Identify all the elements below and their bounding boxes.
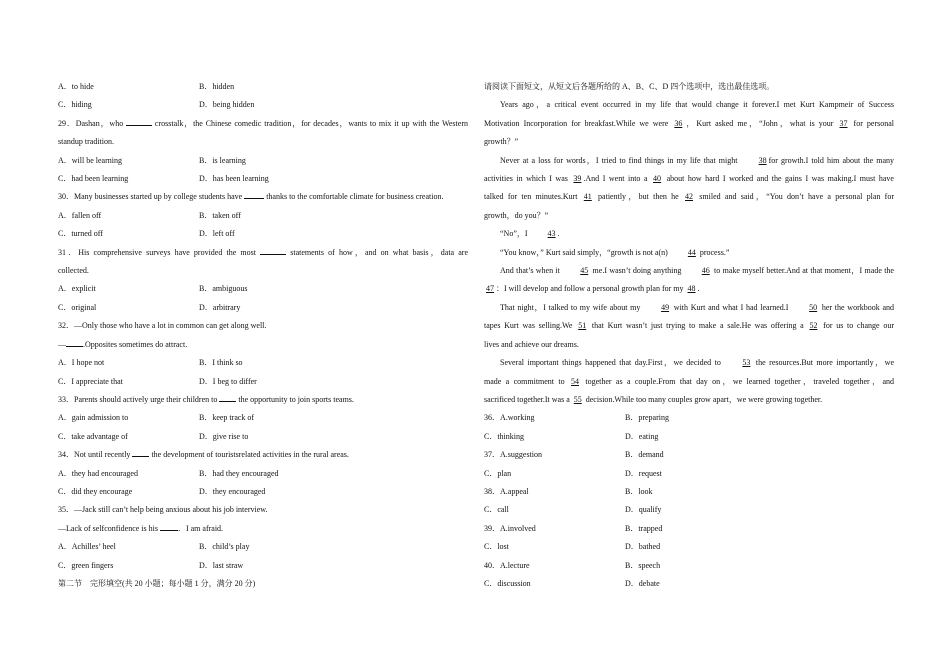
option: C．plan (484, 468, 512, 478)
passage-line: lives and achieve our dreams. (484, 339, 579, 349)
passage-line: And that’s when it 45 me.I wasn’t doing anything 46 to make myself better.And at that moment，I made the (484, 262, 894, 280)
passage-line: Motivation Incorporation for breakfast.While we were 36 ，Kurt asked me，“John，what is your 37 for personal (484, 115, 894, 133)
q35-options-row2 (58, 557, 468, 575)
passage-line: made a commitment to 54 together as a couple.From that day on，we learned together，traveled together，and (484, 373, 894, 391)
blank-49: 49 (661, 302, 670, 312)
question-30: 30．Many businesses started up by college students have thanks to the comfortable climate for business creation. (58, 192, 444, 202)
option: D．left off (199, 229, 235, 239)
blank-55: 55 (573, 394, 582, 404)
blank-47: 47 (486, 284, 494, 294)
option: D．give rise to (199, 431, 249, 441)
option: B．preparing (625, 413, 669, 423)
q30-options-row1 (58, 207, 468, 225)
answer-blank (160, 522, 178, 531)
option-row (484, 557, 894, 575)
option: D．last straw (199, 560, 244, 570)
option: C．hiding (58, 100, 92, 110)
option: D．debate (625, 578, 660, 588)
blank-44: 44 (687, 247, 696, 257)
option: A．I hope not (58, 358, 105, 368)
blank-48: 48 (687, 284, 696, 294)
blank-39: 39 (573, 174, 582, 184)
q32-options-row2 (58, 373, 468, 391)
instructions: 请阅读下面短文，从短文后各题所给的 A、B、C、D 四个选项中，选出最佳选项。 (484, 82, 775, 91)
answer-blank (126, 117, 152, 126)
option: B．had they encouraged (199, 468, 279, 478)
q29-options-row1 (58, 152, 468, 170)
question-33: 33．Parents should actively urge their children to the opportunity to join sports teams. (58, 394, 354, 404)
option: A．fallen off (58, 210, 102, 220)
answer-blank (260, 246, 286, 255)
passage-line: tapes Kurt was selling.We 51 that Kurt wasn’t just trying to make a sale.He was offering a 52 for us to change our (484, 317, 894, 335)
blank-50: 50 (809, 302, 818, 312)
option: B．taken off (199, 210, 241, 220)
question-31-cont: collected. (58, 266, 89, 276)
option: C．I appreciate that (58, 376, 123, 386)
blank-41: 41 (583, 192, 592, 202)
option: 39．A.involved (484, 523, 536, 533)
right-column (484, 78, 894, 593)
blank-40: 40 (653, 174, 662, 184)
blank-54: 54 (570, 376, 579, 386)
question-35: 35．—Jack still can’t help being anxious about his job interview. (58, 505, 268, 515)
option: D．they encouraged (199, 486, 266, 496)
option: D．request (625, 468, 662, 478)
q29-options-row2 (58, 170, 468, 188)
option: C．had been learning (58, 174, 129, 184)
answer-blank (66, 338, 83, 347)
option: C．turned off (58, 229, 103, 239)
blank-36: 36 (674, 118, 683, 128)
option: A．gain admission to (58, 413, 129, 423)
passage-line: growth，do you？” (484, 210, 549, 220)
passage-line: “No”，I 43 . (484, 225, 894, 243)
option: B．is learning (199, 155, 246, 165)
q34-options-row1 (58, 465, 468, 483)
option: D．being hidden (199, 100, 255, 110)
option: B．demand (625, 450, 664, 460)
option-row (484, 446, 894, 464)
option: A．to hide (58, 82, 94, 91)
option: B．look (625, 486, 653, 496)
answer-blank (219, 393, 236, 402)
option: 38．A.appeal (484, 486, 529, 496)
option: D．qualify (625, 505, 662, 515)
option: D．I beg to differ (199, 376, 257, 386)
q31-options-row2 (58, 299, 468, 317)
option-row (484, 501, 894, 519)
option: A．Achilles’ heel (58, 542, 116, 552)
option: 36．A.working (484, 413, 535, 423)
option: C．discussion (484, 578, 531, 588)
answer-blank (132, 448, 149, 457)
left-column (58, 78, 468, 593)
question-35-reply: —Lack of selfconfidence is his ．I am afraid. (58, 523, 224, 533)
section-heading: 第二节 完形填空(共 20 小题；每小题 1 分，满分 20 分) (58, 578, 256, 588)
blank-37: 37 (839, 118, 848, 128)
blank-42: 42 (685, 192, 694, 202)
blank-46: 46 (701, 266, 710, 276)
q33-options-row1 (58, 409, 468, 427)
option: D．bathed (625, 542, 661, 552)
option-row (484, 575, 894, 593)
option: B．hidden (199, 82, 235, 91)
option: B．keep track of (199, 413, 255, 423)
option: B．ambiguous (199, 284, 248, 294)
q35-options-row1 (58, 538, 468, 556)
question-32-reply: — .Opposites sometimes do attract. (58, 339, 188, 349)
q32-options-row1 (58, 354, 468, 372)
option: B．speech (625, 560, 661, 570)
passage-line: talked for ten minutes.Kurt 41 patiently，but then he 42 smiled and said，“You don’t have a personal plan for (484, 188, 894, 206)
passage-line: “You know，” Kurt said simply，“growth is not a(n) 44 process.” (484, 244, 894, 262)
option: B．I think so (199, 358, 243, 368)
option: D．arbitrary (199, 302, 241, 312)
question-31: 31．His comprehensive surveys have provided the most statements of how，and on what basis，data are (58, 247, 468, 257)
q31-options-row1 (58, 280, 468, 298)
option-row (484, 520, 894, 538)
option: C．lost (484, 542, 509, 552)
option-row (484, 483, 894, 501)
blank-52: 52 (809, 321, 818, 331)
passage-line: Never at a loss for words，I tried to find things in my life that might 38 for growth.I told him about the many (484, 152, 894, 170)
option: C．call (484, 505, 509, 515)
option: C．take advantage of (58, 431, 128, 441)
passage-line: Several important things happened that day.First，we decided to 53 the resources.But more importantly，we (484, 354, 894, 372)
option: D．eating (625, 431, 659, 441)
option-row (484, 428, 894, 446)
option-row (484, 465, 894, 483)
q33-options-row2 (58, 428, 468, 446)
option-row (484, 409, 894, 427)
option: 40．A.lecture (484, 560, 530, 570)
option: A．explicit (58, 284, 96, 294)
option: B．child’s play (199, 542, 250, 552)
q30-options-row2 (58, 225, 468, 243)
option: C．thinking (484, 431, 525, 441)
q28-options-row2 (58, 96, 468, 114)
option: B．trapped (625, 523, 663, 533)
q28-options-row1 (58, 78, 468, 96)
option: D．has been learning (199, 174, 269, 184)
blank-51: 51 (578, 321, 587, 331)
question-32: 32．—Only those who have a lot in common can get along well. (58, 321, 267, 331)
option: C．original (58, 302, 97, 312)
passage-line: sacrificed together.It was a 55 decision.While too many couples grow apart，we were growing together. (484, 391, 894, 409)
passage-line: growth？” (484, 137, 519, 147)
blank-53: 53 (742, 358, 751, 368)
option-row (484, 538, 894, 556)
question-34: 34．Not until recently the development of touristsrelated activities in the rural areas. (58, 450, 349, 460)
option: A．they had encouraged (58, 468, 138, 478)
passage-line: 47 ：I will develop and follow a personal growth plan for my 48 . (484, 280, 894, 298)
q34-options-row2 (58, 483, 468, 501)
option: A．will be learning (58, 155, 122, 165)
passage-line: That night，I talked to my wife about my 49 with Kurt and what I had learned.I 50 her the workbook and (484, 299, 894, 317)
blank-43: 43 (547, 229, 556, 239)
blank-45: 45 (580, 266, 589, 276)
option: C．green fingers (58, 560, 114, 570)
question-29: 29．Dashan，who crosstalk，the Chinese comedic tradition，for decades，wants to mix it up with the Western (58, 118, 468, 128)
passage-line: Years ago，a critical event occurred in my life that would change it forever.I met Kurt Kampmeir of Success (500, 100, 894, 110)
option: C．did they encourage (58, 486, 133, 496)
blank-38: 38 (758, 155, 767, 165)
option: 37．A.suggestion (484, 450, 542, 460)
question-29-cont: standup tradition. (58, 137, 114, 147)
passage-line: activities in which I was 39 .And I went into a 40 about how hard I worked and the gains I was making.I must have (484, 170, 894, 188)
answer-blank (244, 190, 264, 199)
